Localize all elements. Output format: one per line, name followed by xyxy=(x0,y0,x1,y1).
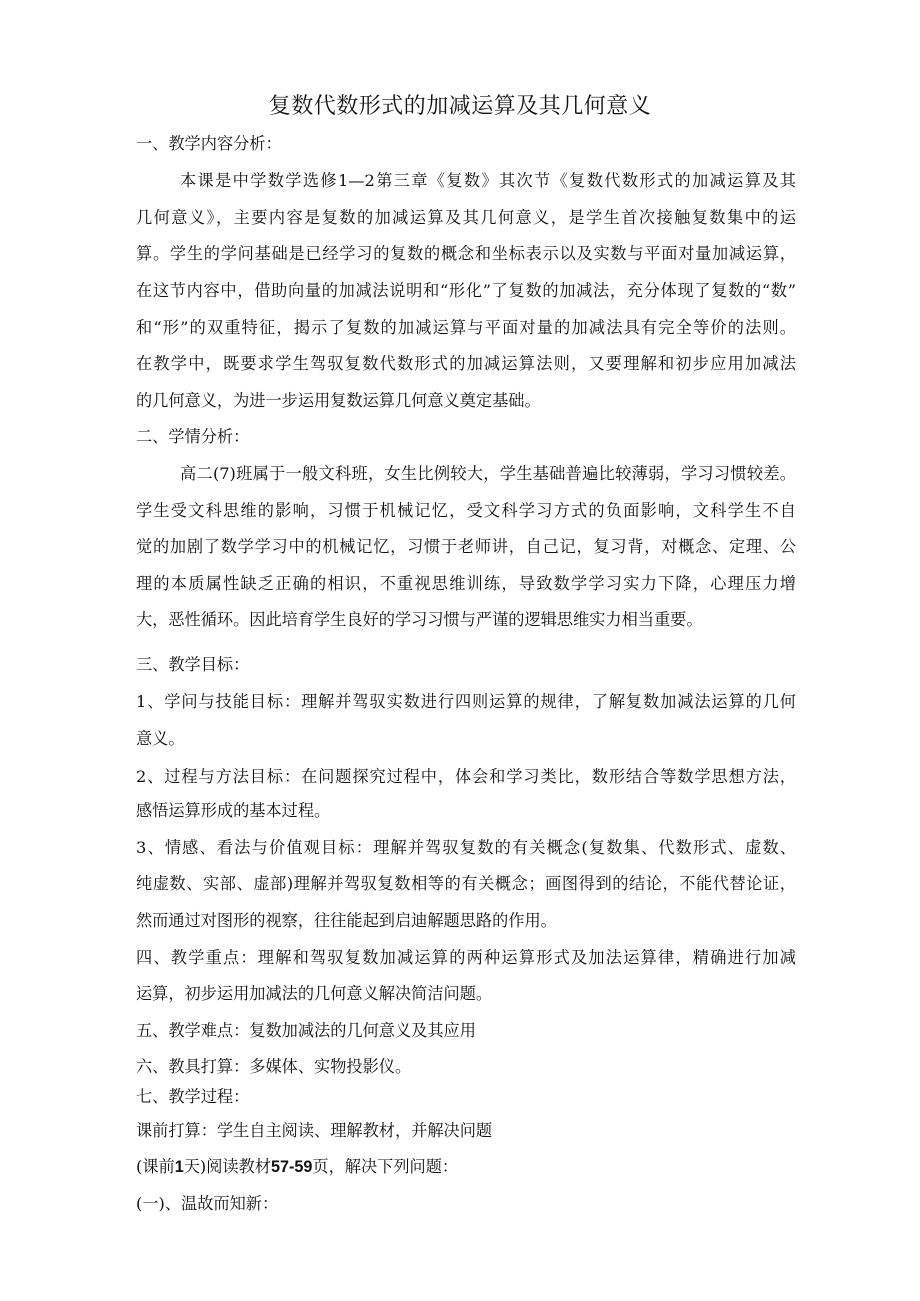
reading-assignment-line xyxy=(136,1155,796,1179)
goal-line: 纯虚数、实部、虚部)理解并驾驭复数相等的有关概念；画图得到的结论，不能代替论证， xyxy=(136,874,796,893)
paragraph-line: 理的本质属性缺乏正确的相识，不重视思维训练，导致数学学习实力下降，心理压力增 xyxy=(136,574,796,593)
reading-mid: 天)阅读教材 xyxy=(183,1157,271,1176)
paragraph-line: 在教学中，既要求学生驾驭复数代数形式的加减运算法则，又要理解和初步应用加减法 xyxy=(136,354,796,373)
section-heading-content-analysis: 一、教学内容分析： xyxy=(136,134,282,153)
goal-line: 2、过程与方法目标：在问题探究过程中，体会和学习类比，数形结合等数学思想方法， xyxy=(136,767,796,786)
reading-days: 1 xyxy=(174,1158,184,1176)
paragraph-line: 在这节内容中，借助向量的加减法说明和“形化”了复数的加减法，充分体现了复数的“数” xyxy=(136,281,796,300)
goal-line: 然而通过对图形的视察，往往能起到启迪解题思路的作用。 xyxy=(136,911,557,930)
reading-prefix: (课前 xyxy=(136,1157,175,1176)
goal-line: 3、情感、看法与价值观目标：理解并驾驭复数的有关概念(复数集、代数形式、虚数、 xyxy=(136,838,796,857)
section-heading-student-analysis: 二、学情分析： xyxy=(136,427,250,446)
key-points-line: 四、教学重点：理解和驾驭复数加减运算的两种运算形式及加法运算律，精确进行加减 xyxy=(136,948,796,967)
goal-line: 意义。 xyxy=(136,729,185,748)
paragraph-line: 觉的加剧了数学学习中的机械记忆，习惯于老师讲，自己记，复习背，对概念、定理、公 xyxy=(136,537,796,556)
key-points-line: 运算，初步运用加减法的几何意义解决简洁问题。 xyxy=(136,984,493,1003)
teaching-process-heading: 七、教学过程： xyxy=(136,1087,250,1106)
paragraph-line: 大，恶性循环。因此培育学生良好的学习习惯与严谨的逻辑思维实力相当重要。 xyxy=(136,610,703,629)
difficulty-line: 五、教学难点：复数加减法的几何意义及其应用 xyxy=(136,1021,476,1040)
section-heading-teaching-goals: 三、教学目标： xyxy=(136,655,250,674)
document-title: 复数代数形式的加减运算及其几何意义 xyxy=(268,94,652,119)
paragraph-line: 算。学生的学问基础是已经学习的复数的概念和坐标表示以及实数与平面对量加减运算， xyxy=(136,244,796,263)
goal-line: 1、学问与技能目标：理解并驾驭实数进行四则运算的规律，了解复数加减法运算的几何 xyxy=(136,692,796,711)
teaching-aids-line: 六、教具打算：多媒体、实物投影仪。 xyxy=(136,1057,412,1076)
paragraph-line: 几何意义》，主要内容是复数的加减运算及其几何意义，是学生首次接触复数集中的运 xyxy=(136,208,796,227)
reading-pages: 57-59 xyxy=(270,1158,313,1176)
paragraph-line: 和“形”的双重特征，揭示了复数的加减运算与平面对量的加减法具有完全等价的法则。 xyxy=(136,318,796,337)
pre-class-line: 课前打算：学生自主阅读、理解教材，并解决问题 xyxy=(136,1121,493,1140)
paragraph-line: 的几何意义，为进一步运用复数运算几何意义奠定基础。 xyxy=(136,391,541,410)
paragraph-line: 学生受文科思维的影响，习惯于机械记忆，受文科学习方式的负面影响，文科学生不自 xyxy=(136,501,796,520)
paragraph-line: 本课是中学数学选修1—2第三章《复数》其次节《复数代数形式的加减运算及其 xyxy=(180,171,796,190)
paragraph-line: 高二(7)班属于一般文科班，女生比例较大，学生基础普遍比较薄弱，学习习惯较差。 xyxy=(180,464,796,483)
reading-suffix: 页，解决下列问题： xyxy=(312,1157,459,1176)
goal-line: 感悟运算形成的基本过程。 xyxy=(136,801,331,820)
review-heading: (一)、温故而知新： xyxy=(136,1194,279,1213)
